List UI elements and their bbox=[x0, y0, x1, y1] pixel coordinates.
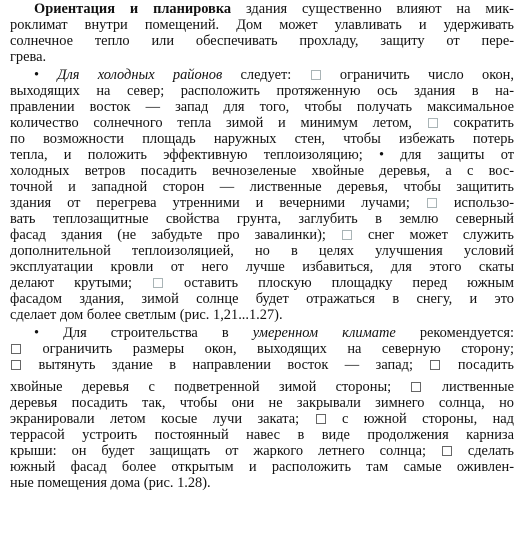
checkbox-icon bbox=[153, 278, 163, 288]
p2-line-5: тепла, и положить эффективную теплоизоляцию; • для защиты от bbox=[10, 147, 514, 163]
p2-line-6: холодных ветров посадить вечнозеленые хвойные деревья, а с вос- bbox=[10, 163, 514, 179]
p3-line-7: крыши: он будет защищать от жаркого летнего солнца; сделать bbox=[10, 443, 514, 459]
p3-line-0: • Для строительства в умеренном климате рекомендуется: bbox=[34, 325, 514, 341]
p3-line-5: экранировали летом косые лучи заката; с южной стороны, над bbox=[10, 411, 514, 427]
p2-line-1: выходящих на север; расположить протяженную ось здания в на- bbox=[10, 83, 514, 99]
checkbox-icon bbox=[316, 414, 326, 424]
p2-line-10: фасад здания (не забудьте про завалинки); снег может служить bbox=[10, 227, 514, 243]
p3-line-3: хвойные деревья с подветренной зимой стороны; лиственные bbox=[10, 379, 514, 395]
p2-line-15: сделает дом более светлым (рис. 1,21...1.27). bbox=[10, 307, 283, 323]
p2-title: Для холодных районов bbox=[57, 67, 223, 83]
checkbox-icon bbox=[342, 230, 352, 240]
checkbox-icon bbox=[311, 70, 321, 80]
bullet: • bbox=[34, 325, 40, 341]
p3-line-2: вытянуть здание в направлении восток — запад; посадить bbox=[10, 357, 514, 373]
checkbox-icon bbox=[442, 446, 452, 456]
p2-line-7: точной и западной сторон — лиственные деревья, чтобы защитить bbox=[10, 179, 514, 195]
bullet: • bbox=[34, 67, 40, 83]
checkbox-icon bbox=[428, 118, 438, 128]
p3-line-6: террасой устроить постоянный навес в виде продолжения карниза bbox=[10, 427, 514, 443]
p2-line-0: • Для холодных районов следует: ограничить число окон, bbox=[34, 67, 514, 83]
p1-line-2: солнечное тепло или обеспечивать прохладу, защиту от пере- bbox=[10, 33, 514, 49]
p3-emphasis: умеренном климате bbox=[252, 325, 396, 341]
p2-line-9: вать теплозащитные свойства грунта, заглубить в землю северный bbox=[10, 211, 514, 227]
p2-line-13: делают крутыми; оставить плоскую площадку перед южным bbox=[10, 275, 514, 291]
checkbox-icon bbox=[427, 198, 437, 208]
p1-line-3: грева. bbox=[10, 49, 47, 65]
p2-line-11: дополнительной теплоизоляцией, но в целях улучшения условий bbox=[10, 243, 514, 259]
p2-line-2: правлении восток — запад для того, чтобы получать максимальное bbox=[10, 99, 514, 115]
p1-line-1: роклимат внутри помещений. Дом может улавливать и удерживать bbox=[10, 17, 514, 33]
p2-line-8: здания от перегрева утренними и вечерними лучами; использо- bbox=[10, 195, 514, 211]
checkbox-icon bbox=[11, 344, 21, 354]
p3-line-8: южный фасад более открытым и расположить там самые оживлен- bbox=[10, 459, 514, 475]
p3-line-9: ные помещения дома (рис. 1.28). bbox=[10, 475, 211, 491]
checkbox-icon bbox=[411, 382, 421, 392]
p2-line-3: количество солнечного тепла зимой и минимум летом, сократить bbox=[10, 115, 514, 131]
p1-heading: Ориентация и планировка bbox=[34, 1, 232, 17]
p2-line-12: эксплуатации кровли от него лучше избавиться, для этого скаты bbox=[10, 259, 514, 275]
checkbox-icon bbox=[11, 360, 21, 370]
checkbox-icon bbox=[430, 360, 440, 370]
p2-line-4: по возможности площадь наружных стен, чтобы избежать потерь bbox=[10, 131, 514, 147]
p3-line-4: деревья посадить так, чтобы они не закрывали зимнего солнца, но bbox=[10, 395, 514, 411]
p2-line-14: фасадом здания, зимой солнце будет отражаться в снегу, и это bbox=[10, 291, 514, 307]
p3-line-1: ограничить размеры окон, выходящих на северную сторону; bbox=[10, 341, 514, 357]
p1-line-0: Ориентация и планировка здания существенно влияют на мик- bbox=[34, 1, 514, 17]
